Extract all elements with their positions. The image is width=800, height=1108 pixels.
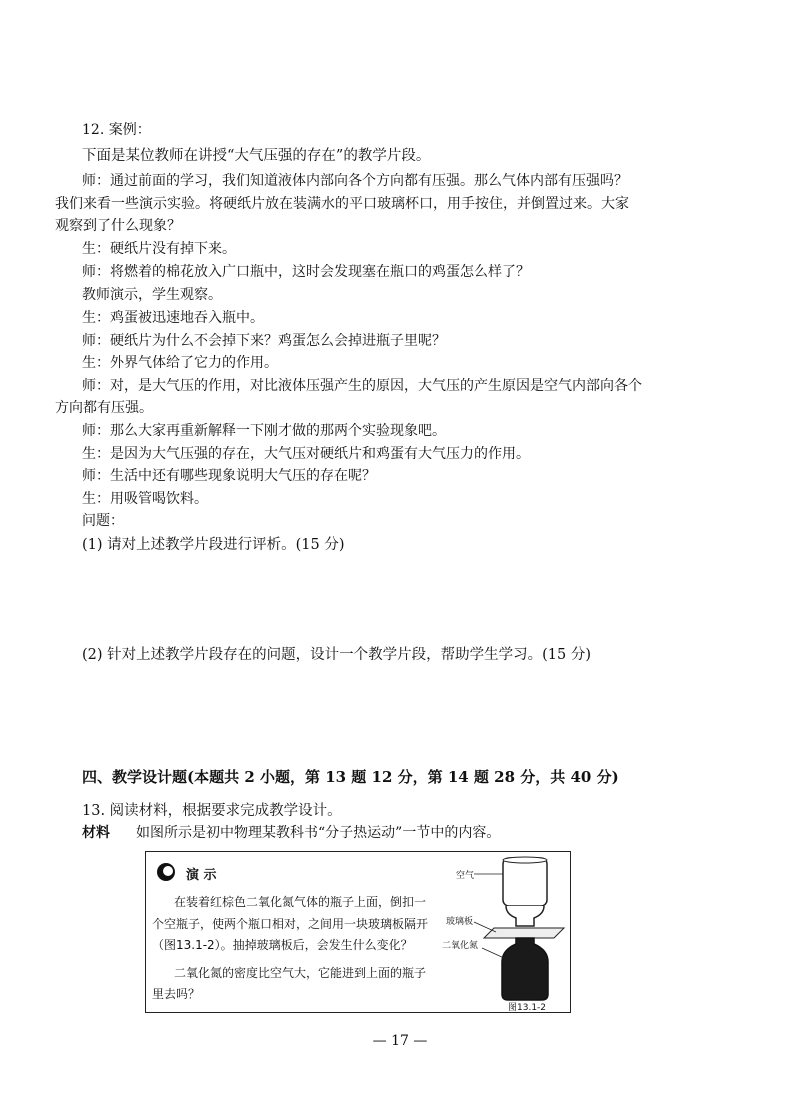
no2-label: 二氧化氮 — [442, 941, 479, 951]
question-2: (2) 针对上述教学片段存在的问题，设计一个教学片段，帮助学生学习。(15 分) — [82, 647, 592, 663]
material-text: 如图所示是初中物理某教科书“分子热运动”一节中的内容。 — [136, 825, 501, 841]
question-13: 13. 阅读材料，根据要求完成教学设计。 — [82, 803, 342, 819]
air-label: 空气 — [456, 871, 475, 881]
dialogue-line: 生：是因为大气压强的存在，大气压对硬纸片和鸡蛋有大气压力的作用。 — [82, 446, 530, 462]
demo-line: 二氧化氮的密度比空气大，它能进到上面的瓶子 — [174, 966, 427, 980]
question-1: (1) 请对上述教学片段进行评析。(15 分) — [82, 537, 345, 553]
dialogue-line: 师：对，是大气压的作用，对比液体压强产生的原因，大气压的产生原因是空气内部向各个 — [82, 378, 642, 394]
demo-line: 个空瓶子，使两个瓶口相对，之间用一块玻璃板隔开 — [152, 917, 429, 931]
dialogue-line: 我们来看一些演示实验。将硬纸片放在装满水的平口玻璃杯口，用手按住，并倒置过来。大家 — [55, 196, 629, 212]
question-label: 问题： — [82, 513, 124, 529]
glass-label: 玻璃板 — [446, 917, 474, 927]
dialogue-line: 生：外界气体给了它力的作用。 — [82, 355, 278, 371]
dialogue-line: 观察到了什么现象？ — [55, 218, 181, 234]
demo-line: 里去吗？ — [152, 987, 201, 1001]
material-label: 材料 — [82, 825, 110, 841]
dialogue-line: 师：那么大家再重新解释一下刚才做的那两个实验现象吧。 — [82, 423, 446, 439]
section-heading: 四、教学设计题(本题共 2 小题，第 13 题 12 分，第 14 题 28 分，共 40 分) — [82, 768, 619, 786]
dialogue-line: 生：用吸管喝饮料。 — [82, 491, 208, 507]
demo-line: （图13.1-2）。抽掉玻璃板后，会发生什么变化？ — [152, 938, 413, 952]
demo-line: 在装着红棕色二氧化氮气体的瓶子上面，倒扣一 — [174, 895, 427, 909]
dialogue-line: 师：将燃着的棉花放入广口瓶中，这时会发现塞在瓶口的鸡蛋怎么样了？ — [82, 264, 530, 280]
dialogue-line: 师：生活中还有哪些现象说明大气压的存在呢？ — [82, 468, 376, 484]
figure-caption: 图13.1-2 — [508, 1003, 547, 1013]
dialogue-line: 师：通过前面的学习，我们知道液体内部向各个方向都有压强。那么气体内部有压强吗？ — [82, 173, 628, 189]
dialogue-line: 生：鸡蛋被迅速地吞入瓶中。 — [82, 310, 264, 326]
q12-intro: 下面是某位教师在讲授“大气压强的存在”的教学片段。 — [82, 148, 431, 164]
demo-title: 演 示 — [186, 868, 217, 883]
dialogue-line: 生：硬纸片没有掉下来。 — [82, 241, 236, 257]
q12-title: 12. 案例： — [82, 122, 151, 138]
demo-box — [145, 851, 571, 1013]
dialogue-line: 方向都有压强。 — [55, 400, 153, 416]
demo-icon — [156, 862, 176, 882]
dialogue-line: 师：硬纸片为什么不会掉下来？鸡蛋怎么会掉进瓶子里呢？ — [82, 333, 446, 349]
page-number: — 17 — — [372, 1033, 428, 1049]
dialogue-line: 教师演示，学生观察。 — [82, 287, 222, 303]
